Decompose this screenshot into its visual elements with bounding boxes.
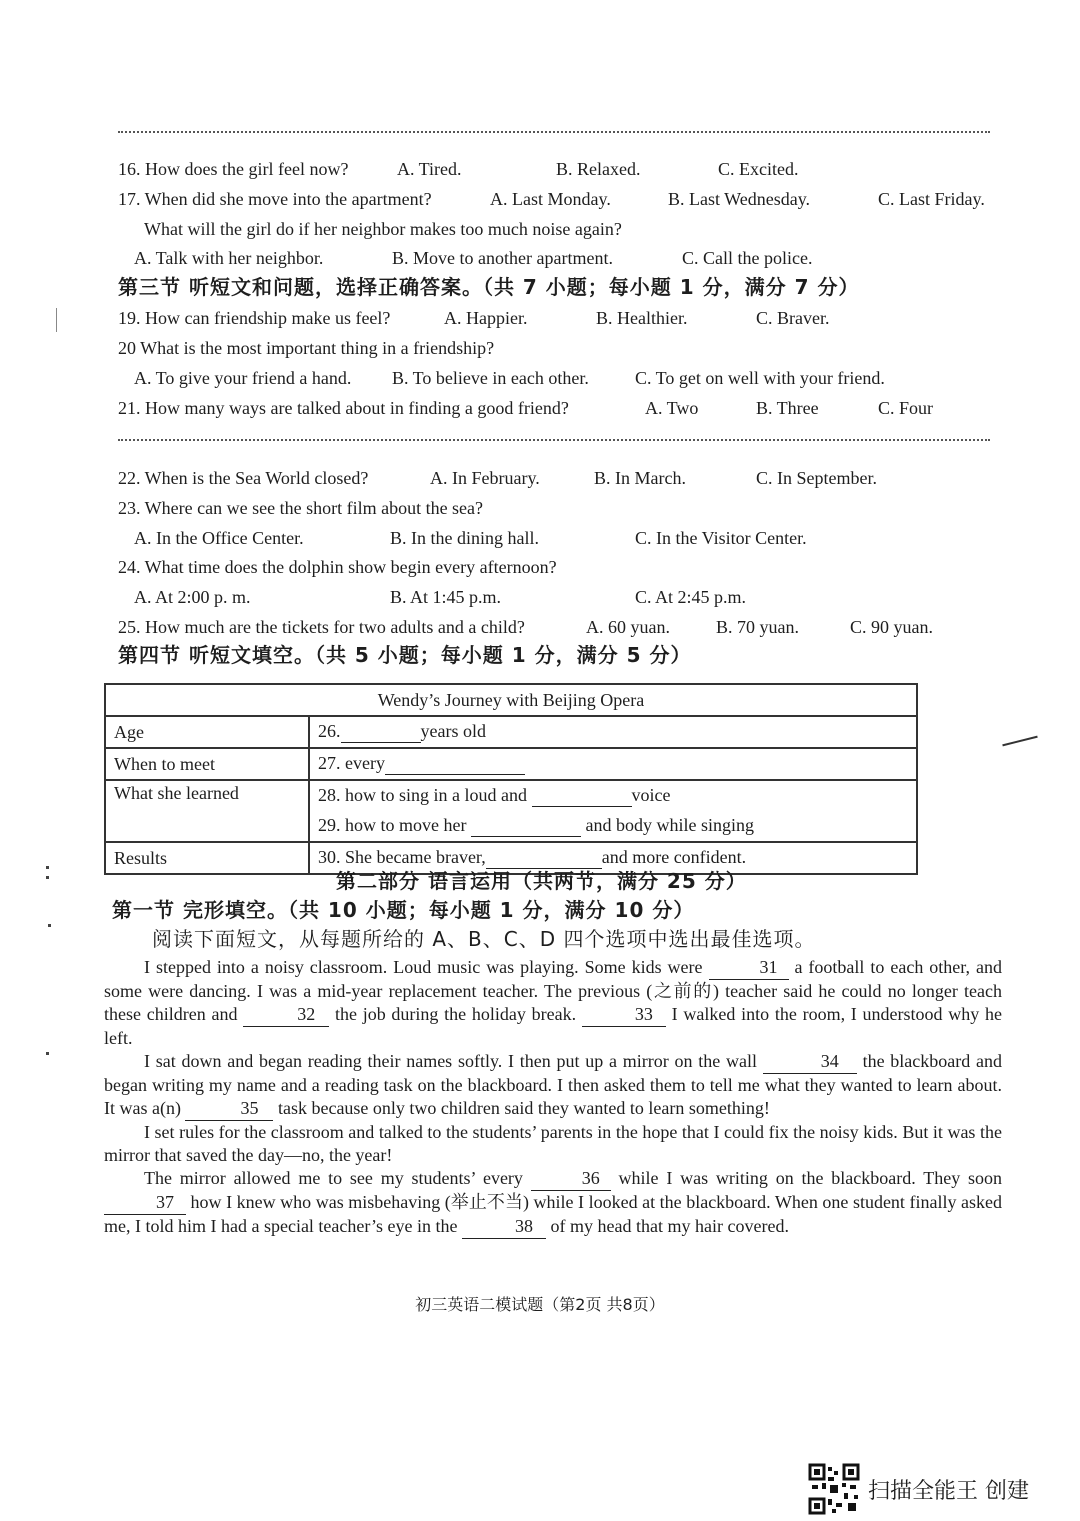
q17-stem: 17. When did she move into the apartment? [118,189,432,209]
paragraph: The mirror allowed me to see my students’ every 36 while I was writing on the blackboard. They soon 37 how I knew who was misbehaving (举止不当) while I looked at the blackboard. When one student finally asked me, I told him I had a special teacher’s eye in the 38 of my head that my hair covered. [104,1167,1002,1239]
q19-option-b: B. Healthier. [596,308,688,328]
section1-heading: 第一节 完形填空。（共 10 小题；每小题 1 分，满分 10 分） [112,898,695,922]
q25-stem: 25. How much are the tickets for two adults and a child? [118,617,525,637]
section4-heading: 第四节 听短文填空。（共 5 小题；每小题 1 分，满分 5 分） [118,643,692,667]
q21-stem: 21. How many ways are talked about in finding a good friend? [118,398,569,418]
cloze-blank-35: 35 [185,1097,273,1121]
q23-option-a: A. In the Office Center. [134,528,304,548]
table-row [105,780,917,811]
q20-stem: 20 What is the most important thing in a friendship? [118,338,495,358]
pen-stroke [1002,736,1037,747]
page-footer: 初三英语二模试题（第2页 共8页） [415,1295,665,1314]
q21-option-a: A. Two [645,398,699,418]
scan-mark [56,308,57,332]
q17-option-b: B. Last Wednesday. [668,189,811,209]
cloze-blank-36: 36 [531,1167,611,1191]
q21-option-c: C. Four [878,398,934,418]
row-label: What she learned [105,780,309,842]
q22-option-c: C. In September. [756,468,877,488]
fill-in-table [104,683,918,875]
answer-blank-26 [341,721,421,743]
cut-line [118,131,990,133]
q19-option-a: A. Happier. [444,308,528,328]
q18-option-b: B. Move to another apartment. [392,248,613,268]
answer-blank-28 [532,785,632,807]
q16-option-a: A. Tired. [397,159,462,179]
q20-option-a: A. To give your friend a hand. [134,368,352,388]
q22-option-a: A. In February. [430,468,540,488]
cloze-blank-31: 31 [709,956,789,980]
q18-option-a: A. Talk with her neighbor. [134,248,324,268]
q25-option-b: B. 70 yuan. [716,617,799,637]
q24-option-c: C. At 2:45 p.m. [635,587,747,607]
cloze-blank-38: 38 [462,1215,546,1239]
cloze-instruction: 阅读下面短文，从每题所给的 A、B、C、D 四个选项中选出最佳选项。 [152,927,816,951]
paragraph: I stepped into a noisy classroom. Loud music was playing. Some kids were 31 a football to each other, and some were dancing. I was a mid-year replacement teacher. The previous (之前的) teacher said he could no longer teach these children and 32 the job during the holiday break. 33 I walked into the room, I understood why he left. [104,957,1003,1048]
scan-mark [46,866,49,869]
q19-option-c: C. Braver. [756,308,830,328]
q24-option-a: A. At 2:00 p. m. [134,587,251,607]
table-title: Wendy’s Journey with Beijing Opera [105,684,917,716]
answer-blank-30 [486,847,602,869]
q16-option-c: C. Excited. [718,159,799,179]
scanner-brand: 扫描全能王 创建 [868,1479,1029,1504]
paragraph: I set rules for the classroom and talked to the students’ parents in the hope that I could fix the noisy kids. But it was the mirror that saved the day—no, the year! [104,1122,1002,1165]
scan-mark [46,1052,49,1055]
answer-blank-29 [471,815,581,837]
q17-option-c: C. Last Friday. [878,189,985,209]
cloze-blank-37: 37 [104,1191,186,1215]
q16-option-b: B. Relaxed. [556,159,641,179]
answer-blank-27 [385,753,525,775]
q23-stem: 23. Where can we see the short film about the sea? [118,498,484,518]
q17-option-a: A. Last Monday. [490,189,611,209]
q24-stem: 24. What time does the dolphin show begin every afternoon? [118,557,557,577]
q18-option-c: C. Call the police. [682,248,813,268]
q25-option-a: A. 60 yuan. [586,617,670,637]
q22-stem: 22. When is the Sea World closed? [118,468,369,488]
q23-option-b: B. In the dining hall. [390,528,539,548]
q19-stem: 19. How can friendship make us feel? [118,308,391,328]
row-content: 26. years old [309,716,917,748]
q18-stem: What will the girl do if her neighbor makes too much noise again? [144,219,622,239]
section3-heading: 第三节 听短文和问题，选择正确答案。（共 7 小题；每小题 1 分，满分 7 分） [118,275,860,299]
row-label: Age [105,716,309,748]
table-row [105,748,917,780]
cloze-blank-32: 32 [243,1003,329,1027]
scan-mark [48,924,51,927]
q21-option-b: B. Three [756,398,819,418]
cut-line [118,439,990,441]
q24-option-b: B. At 1:45 p.m. [390,587,502,607]
cloze-blank-33: 33 [582,1003,666,1027]
q20-option-b: B. To believe in each other. [392,368,589,388]
part2-heading: 第二部分 语言运用（共两节，满分 25 分） [336,869,747,893]
q20-option-c: C. To get on well with your friend. [635,368,885,388]
row-label: Results [105,842,309,874]
q23-option-c: C. In the Visitor Center. [635,528,807,548]
row-content: 30. She became braver, and more confident. [309,842,917,874]
row-content: 28. how to sing in a loud and voice [309,780,917,811]
q16-stem: 16. How does the girl feel now? [118,159,349,179]
row-content: 29. how to move her and body while singing [309,811,917,842]
qr-code-icon [808,1463,860,1515]
row-content: 27. every [309,748,917,780]
q25-option-c: C. 90 yuan. [850,617,933,637]
scan-mark [46,876,49,879]
q22-option-b: B. In March. [594,468,686,488]
row-label: When to meet [105,748,309,780]
paragraph: I sat down and began reading their names softly. I then put up a mirror on the wall 34 the blackboard and began writing my name and a reading task on the blackboard. I then asked them to tell me what they wanted to learn about. It was a(n) 35 task because only two children said they wanted to learn something! [104,1050,1002,1121]
cloze-passage [104,956,1002,1239]
cloze-blank-34: 34 [763,1050,857,1074]
table-row [105,716,917,748]
